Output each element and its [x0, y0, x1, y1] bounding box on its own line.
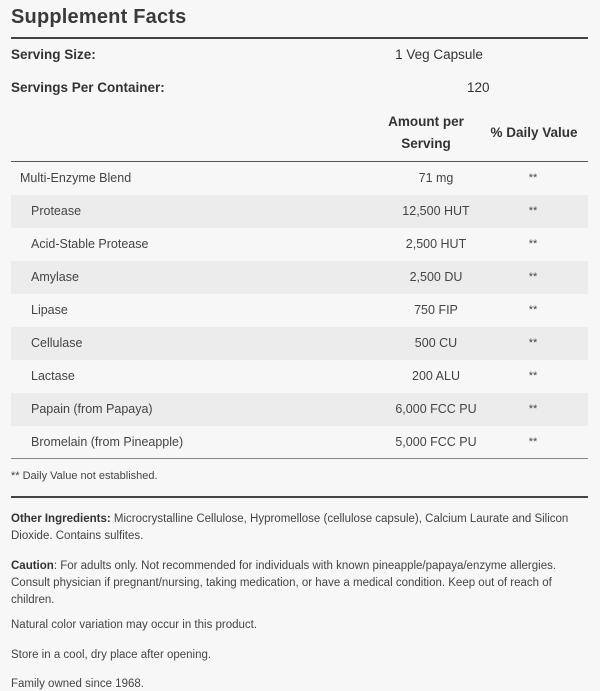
amount-header-line2: Serving — [401, 136, 451, 151]
table-row — [11, 228, 588, 261]
ingredient-amount: 6,000 FCC PU — [395, 402, 477, 416]
servings-per-container-value: 120 — [467, 80, 490, 95]
ingredient-dv: ** — [528, 337, 538, 349]
caution-text: : For adults only. Not recommended for individuals with known pineapple/papaya/enzyme allergies. Consult physician if pregnant/nursing, taking medication, or have a medical condition. Keep out of reach of children. — [11, 560, 557, 606]
footnote-rule — [11, 496, 588, 498]
ingredient-amount: 5,000 FCC PU — [395, 435, 477, 449]
ingredient-amount: 500 CU — [414, 336, 458, 350]
serving-size-row — [11, 47, 588, 67]
other-ingredients — [11, 511, 588, 545]
ingredient-name: Multi-Enzyme Blend — [20, 171, 132, 185]
ingredient-name: Protease — [31, 204, 82, 218]
ingredient-dv: ** — [528, 436, 538, 448]
ingredient-dv: ** — [528, 271, 538, 283]
ingredient-dv: ** — [528, 205, 538, 217]
table-row — [11, 294, 588, 327]
other-ingredients-text: Microcrystalline Cellulose, Hypromellose (cellulose capsule), Calcium Laurate and Silicon Dioxide. Contains sulfites. — [11, 513, 569, 542]
ingredient-name: Lactase — [31, 369, 75, 383]
color-variation-note: Natural color variation may occur in this product. — [11, 619, 258, 631]
panel-title: Supplement Facts — [11, 6, 187, 28]
ingredient-name: Lipase — [31, 303, 68, 317]
ingredient-name: Acid-Stable Protease — [31, 237, 149, 251]
top-rule — [11, 37, 588, 39]
caution — [11, 558, 588, 609]
table-row — [11, 327, 588, 360]
table-row — [11, 195, 588, 228]
ingredient-dv: ** — [528, 172, 538, 184]
servings-per-container-row — [11, 80, 588, 100]
table-row — [11, 426, 588, 459]
other-ingredients-label: Other Ingredients: — [11, 513, 111, 525]
daily-value-footnote: ** Daily Value not established. — [11, 470, 158, 482]
facts-table — [11, 162, 588, 459]
ingredient-name: Amylase — [31, 270, 79, 284]
ingredient-name: Bromelain (from Pineapple) — [31, 435, 184, 449]
amount-header-line1: Amount per — [388, 114, 464, 129]
ingredient-dv: ** — [528, 238, 538, 250]
serving-size-value: 1 Veg Capsule — [395, 47, 483, 62]
ingredient-amount: 750 FIP — [414, 303, 458, 317]
ingredient-amount: 71 mg — [418, 171, 454, 185]
ingredient-name: Cellulase — [31, 336, 83, 350]
servings-per-container-label: Servings Per Container: — [11, 80, 165, 95]
ingredient-dv: ** — [528, 304, 538, 316]
caution-label: Caution — [11, 560, 54, 572]
ingredient-dv: ** — [528, 370, 538, 382]
storage-note: Store in a cool, dry place after opening. — [11, 649, 212, 661]
ingredient-amount: 200 ALU — [412, 369, 460, 383]
table-row — [11, 162, 588, 195]
family-owned-note: Family owned since 1968. — [11, 678, 144, 690]
ingredient-amount: 2,500 DU — [409, 270, 463, 284]
table-row — [11, 360, 588, 393]
daily-value-header: % Daily Value — [490, 125, 578, 140]
ingredient-name: Papain (from Papaya) — [31, 402, 153, 416]
table-row — [11, 393, 588, 426]
ingredient-dv: ** — [528, 403, 538, 415]
ingredient-amount: 12,500 HUT — [402, 204, 470, 218]
ingredient-amount: 2,500 HUT — [405, 237, 467, 251]
amount-header — [372, 111, 480, 155]
table-bottom-rule — [11, 458, 588, 459]
serving-size-label: Serving Size: — [11, 47, 96, 62]
table-row — [11, 261, 588, 294]
